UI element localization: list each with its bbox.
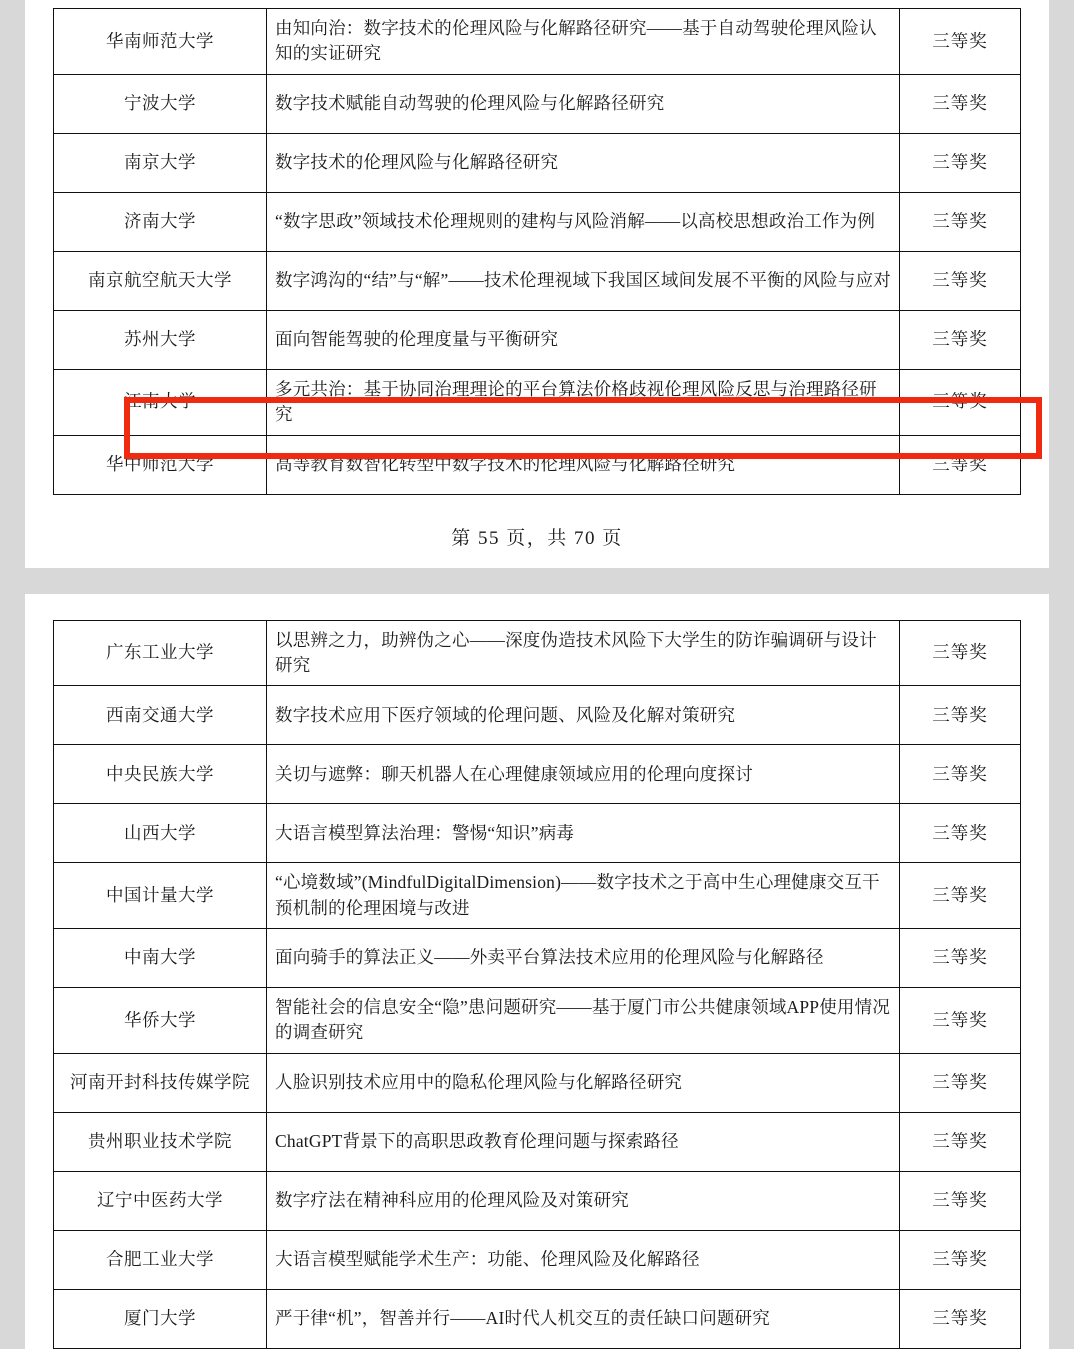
table-cell-prize: 三等奖	[900, 1230, 1021, 1289]
table-cell-school: 苏州大学	[54, 310, 267, 369]
table-cell-title: 数字鸿沟的“结”与“解”——技术伦理视域下我国区域间发展不平衡的风险与应对	[267, 251, 900, 310]
table-row	[54, 804, 1021, 863]
table-cell-title: 高等教育数智化转型中数字技术的伦理风险与化解路径研究	[267, 435, 900, 494]
table-cell-title: 面向骑手的算法正义——外卖平台算法技术应用的伦理风险与化解路径	[267, 929, 900, 988]
table-cell-school: 南京大学	[54, 133, 267, 192]
awards-table-page-55	[53, 8, 1021, 495]
table-row	[54, 988, 1021, 1054]
table-cell-school: 合肥工业大学	[54, 1230, 267, 1289]
table-cell-title: 多元共治：基于协同治理理论的平台算法价格歧视伦理风险反思与治理路径研究	[267, 369, 900, 435]
table-row	[54, 192, 1021, 251]
document-page-55	[25, 0, 1049, 568]
table-cell-prize: 三等奖	[900, 929, 1021, 988]
table-cell-title: 严于律“机”，智善并行——AI时代人机交互的责任缺口问题研究	[267, 1289, 900, 1348]
table-row	[54, 251, 1021, 310]
table-cell-school: 华中师范大学	[54, 435, 267, 494]
table-cell-school: 南京航空航天大学	[54, 251, 267, 310]
table-cell-prize: 三等奖	[900, 863, 1021, 929]
table-row	[54, 686, 1021, 745]
page-separator	[0, 568, 1074, 594]
page-footer: 第 55 页，共 70 页	[451, 527, 623, 549]
table-cell-prize: 三等奖	[900, 745, 1021, 804]
table-cell-school: 西南交通大学	[54, 686, 267, 745]
table-cell-school: 宁波大学	[54, 74, 267, 133]
table-cell-prize: 三等奖	[900, 74, 1021, 133]
table-cell-school: 山西大学	[54, 804, 267, 863]
table-row	[54, 9, 1021, 75]
table-cell-title: 大语言模型赋能学术生产：功能、伦理风险及化解路径	[267, 1230, 900, 1289]
table-cell-school: 中南大学	[54, 929, 267, 988]
table-cell-title: 数字疗法在精神科应用的伦理风险及对策研究	[267, 1171, 900, 1230]
table-cell-prize: 三等奖	[900, 1112, 1021, 1171]
table-cell-title: 数字技术赋能自动驾驶的伦理风险与化解路径研究	[267, 74, 900, 133]
table-row	[54, 929, 1021, 988]
table-cell-school: 辽宁中医药大学	[54, 1171, 267, 1230]
table-row	[54, 310, 1021, 369]
table-cell-title: 数字技术应用下医疗领域的伦理问题、风险及化解对策研究	[267, 686, 900, 745]
table-cell-title: 大语言模型算法治理：警惕“知识”病毒	[267, 804, 900, 863]
table-cell-prize: 三等奖	[900, 133, 1021, 192]
table-row-highlighted	[54, 435, 1021, 494]
table-row	[54, 1171, 1021, 1230]
table-cell-title: “数字思政”领域技术伦理规则的建构与风险消解——以高校思想政治工作为例	[267, 192, 900, 251]
table-cell-prize: 三等奖	[900, 251, 1021, 310]
table-cell-prize: 三等奖	[900, 1053, 1021, 1112]
table-cell-title: 智能社会的信息安全“隐”患问题研究——基于厦门市公共健康领域APP使用情况的调查研究	[267, 988, 900, 1054]
table-cell-prize: 三等奖	[900, 9, 1021, 75]
table-cell-school: 贵州职业技术学院	[54, 1112, 267, 1171]
table-cell-prize: 三等奖	[900, 435, 1021, 494]
table-row	[54, 1112, 1021, 1171]
table-row	[54, 369, 1021, 435]
table-cell-title: 人脸识别技术应用中的隐私伦理风险与化解路径研究	[267, 1053, 900, 1112]
table-row	[54, 74, 1021, 133]
table-cell-prize: 三等奖	[900, 686, 1021, 745]
table-cell-prize: 三等奖	[900, 988, 1021, 1054]
table-cell-title: 由知向治：数字技术的伦理风险与化解路径研究——基于自动驾驶伦理风险认知的实证研究	[267, 9, 900, 75]
table-cell-title: 以思辨之力，助辨伪之心——深度伪造技术风险下大学生的防诈骗调研与设计研究	[267, 620, 900, 686]
table-cell-prize: 三等奖	[900, 620, 1021, 686]
table-row	[54, 133, 1021, 192]
table-cell-title: 数字技术的伦理风险与化解路径研究	[267, 133, 900, 192]
table-cell-prize: 三等奖	[900, 804, 1021, 863]
document-page-56	[25, 594, 1049, 1349]
table-cell-prize: 三等奖	[900, 310, 1021, 369]
table-cell-title: ChatGPT背景下的高职思政教育伦理问题与探索路径	[267, 1112, 900, 1171]
table-cell-school: 河南开封科技传媒学院	[54, 1053, 267, 1112]
table-cell-school: 华侨大学	[54, 988, 267, 1054]
awards-table-page-56	[53, 620, 1021, 1349]
table-row	[54, 1230, 1021, 1289]
table-cell-school: 华南师范大学	[54, 9, 267, 75]
table-cell-prize: 三等奖	[900, 192, 1021, 251]
table-cell-prize: 三等奖	[900, 1171, 1021, 1230]
table-cell-school: 济南大学	[54, 192, 267, 251]
table-row	[54, 620, 1021, 686]
table-row	[54, 863, 1021, 929]
table-cell-title: 关切与遮弊：聊天机器人在心理健康领域应用的伦理向度探讨	[267, 745, 900, 804]
table-row	[54, 1053, 1021, 1112]
table-cell-prize: 三等奖	[900, 369, 1021, 435]
table-row	[54, 745, 1021, 804]
table-cell-title: “心境数域”(MindfulDigitalDimension)——数字技术之于高中生心理健康交互干预机制的伦理困境与改进	[267, 863, 900, 929]
table-cell-school: 中央民族大学	[54, 745, 267, 804]
table-cell-school: 江南大学	[54, 369, 267, 435]
table-cell-school: 广东工业大学	[54, 620, 267, 686]
table-row	[54, 1289, 1021, 1348]
table-cell-title: 面向智能驾驶的伦理度量与平衡研究	[267, 310, 900, 369]
table-cell-school: 中国计量大学	[54, 863, 267, 929]
table-cell-prize: 三等奖	[900, 1289, 1021, 1348]
table-cell-school: 厦门大学	[54, 1289, 267, 1348]
